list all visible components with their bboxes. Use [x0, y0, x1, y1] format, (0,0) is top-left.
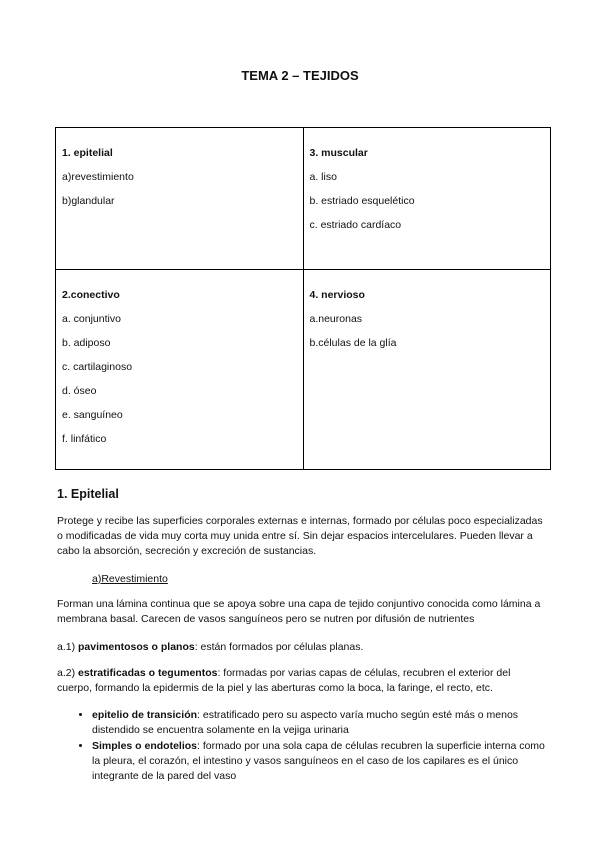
list-item: [92, 739, 547, 784]
a2-text: : formadas por varias capas de células, recubren el exterior del cuerpo, formando la epidermis de la piel y las aberturas como la boca, la faringe, el recto, etc.: [57, 667, 511, 694]
bullet-text: : formado por una sola capa de células recubren la superficie interna como la pleura, el corazón, el intestino y vasos sanguíneos en el caso de los capilares es el único integrante de la pared del vaso: [92, 740, 545, 782]
cell-item: f. linfático: [62, 433, 107, 445]
subheading-wrap: [92, 572, 392, 587]
paragraph-a2: [57, 666, 547, 696]
bullet-list-wrap: [57, 708, 547, 785]
list-item: [92, 708, 547, 738]
a1-prefix: a.1): [57, 641, 79, 653]
cell-item: b. estriado esquelético: [309, 195, 415, 207]
cell-item: a.neuronas: [309, 313, 363, 325]
cell-item: c. estriado cardíaco: [309, 219, 402, 231]
bullet-term: Simples o endotelios: [92, 740, 198, 752]
revestimiento-paragraph: Forman una lámina continua que se apoya sobre una capa de tejido conjuntivo conocida como lámina a membrana basal. Carecen de vasos sanguíneos pero se nutren por difusión de nutrientes: [57, 598, 541, 625]
paragraph-a1: [57, 640, 547, 655]
a1-term: pavimentosos o planos: [78, 641, 195, 653]
cell-heading: 1. epitelial: [62, 147, 113, 159]
cell-item: a. conjuntivo: [62, 313, 121, 325]
bullet-text: : estratificado pero su aspecto varía mucho según esté más o menos distendido se encuentra solamente en la vejiga urinaria: [92, 709, 519, 736]
cell-item: e. sanguíneo: [62, 409, 123, 421]
cell-item: a. liso: [309, 171, 337, 183]
page-title: TEMA 2 – TEJIDOS: [241, 68, 359, 83]
cell-conectivo: [56, 270, 304, 470]
cell-item: a)revestimiento: [62, 171, 134, 183]
a1-text: : están formados por células planas.: [194, 641, 364, 653]
subheading-revestimiento: a)Revestimiento: [92, 573, 168, 585]
bullet-term: epitelio de transición: [92, 709, 198, 721]
cell-epitelial: [56, 128, 304, 270]
cell-heading: 2.conectivo: [62, 289, 120, 301]
cell-muscular: [303, 128, 551, 270]
a2-term: estratificadas o tegumentos: [78, 667, 218, 679]
tissue-table: [55, 127, 551, 470]
cell-item: b.células de la glía: [309, 337, 397, 349]
cell-heading: 4. nervioso: [309, 289, 365, 301]
cell-item: c. cartilaginoso: [62, 361, 133, 373]
bullet-list: [57, 708, 547, 784]
a2-prefix: a.2): [57, 667, 79, 679]
section-heading: 1. Epitelial: [57, 487, 119, 501]
cell-item: b)glandular: [62, 195, 115, 207]
intro-paragraph: Protege y recibe las superficies corporales externas e internas, formado por células poco especializadas o modificadas de vida muy corta muy unida entre sí. Sin dejar espacios intercelulares. Pueden llevar a cabo la absorción, secreción y excreción de sustancias.: [57, 515, 543, 557]
cell-heading: 3. muscular: [309, 147, 368, 159]
cell-nervioso: [303, 270, 551, 470]
cell-item: d. óseo: [62, 385, 97, 397]
cell-item: b. adiposo: [62, 337, 111, 349]
